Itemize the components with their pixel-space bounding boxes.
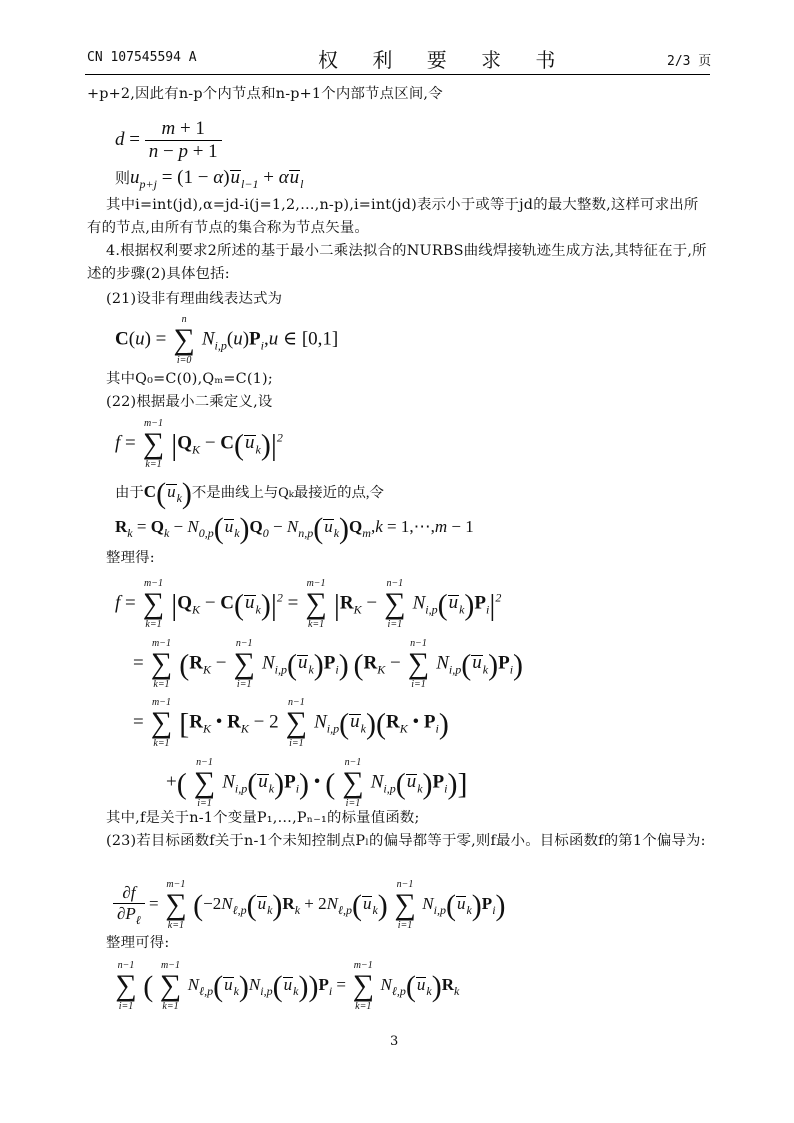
equation-f-line4: +( n−1 ∑ i=1 $N_{i,p}(u_k)P_i$) • ( n−1 ∑ i=1 $N_{i,p}(u_k)P_i$)] [166,757,468,809]
paragraph: (21)设非有理曲线表达式为 [106,291,283,307]
equation-f-def: f = m−1 ∑ k=1 $|Q_K - C(u_k)|^2$ [115,418,283,470]
header-title: 权 利 要 求 书 [318,48,570,72]
equation-inline: 由于$C(u_k)$不是曲线上与Qₖ最接近的点,令 [115,477,384,510]
paragraph: 整理得: [106,550,155,566]
paragraph: 其中i=int(jd),α=jd-i(j=1,2,…,n-p),i=int(jd)表示小于或等于jd的最大整数,这样可求出所有的节点,由所有节点的集合称为节点矢量。 [87,197,699,236]
equation-knot: 则$u_{p+j} = (1 - \alpha)u_{l-1} + \alpha u_l$ [115,167,304,191]
equation-d: d = $\frac{m + 1}{n - p + 1}$ [115,118,222,163]
equation-partial: $\frac{\partial f}{\partial P_\ell}$ = m−1 ∑ k=1 ($-2N_{\ell,p}(u_k)R_k + 2N_{\ell,p}(u_k)$ n−1 ∑ i=1 $N_{i,p}(u_k)P_i$) [113,879,506,931]
paragraph: (23)若目标函数f关于n-1个未知控制点Pₗ的偏导都等于零,则f最小。目标函数f的第1个偏导为: [106,833,706,849]
paragraph: 其中,f是关于n-1个变量P₁,…,Pₙ₋₁的标量值函数; [106,810,420,826]
header-publication-number: CN 107545594 A [87,50,197,65]
equation-f-line3: = m−1 ∑ k=1 [$R_K$ • $R_K - 2$ n−1 ∑ i=1 $N_{i,p}(u_k)(R_K$ • $P_i$) [133,697,449,749]
paragraph: +p+2,因此有n-p个内节点和n-p+1个内部节点区间,令 [87,86,443,102]
equation-r: $R_k = Q_k - N_{0,p}(u_k)Q_0 - N_{n,p}(u_k)Q_m,k$ = 1,⋯,m − 1 [115,512,474,545]
paragraph: 4.根据权利要求2所述的基于最小二乘法拟合的NURBS曲线焊接轨迹生成方法,其特征在于,所述的步骤(2)具体包括: [87,243,707,282]
paragraph: 其中Q₀=C(0),Qₘ=C(1); [106,371,273,387]
paragraph: 整理可得: [106,935,170,951]
equation-f-line1: f = m−1 ∑ k=1 $|Q_K - C(u_k)|^2$ = m−1 ∑ k=1 $|R_K$ − n−1 ∑ i=1 $N_{i,p}(u_k)P_i|^2$ [115,578,502,630]
header-rule [85,74,710,75]
paragraph: (22)根据最小二乘定义,设 [106,394,273,410]
equation-normal: n−1 ∑ i=1 ( m−1 ∑ k=1 $N_{\ell,p}(u_k)N_{i,p}(u_k))P_i$ = m−1 ∑ k=1 $N_{\ell,p}(u_k)R_k$ [115,960,460,1012]
equation-curve: C(u) = n ∑ i=0 $N_{i,p}(u)P_i,u$ ∈ [0,1] [115,314,339,366]
equation-f-line2: = m−1 ∑ k=1 ($R_K$ − n−1 ∑ i=1 $N_{i,p}(u_k)P_i$) ($R_K$ − n−1 ∑ i=1 $N_{i,p}(u_k)P_i$) [133,638,524,690]
page-number: 3 [390,1034,399,1049]
header-page-ref: 2/3 页 [667,54,712,69]
